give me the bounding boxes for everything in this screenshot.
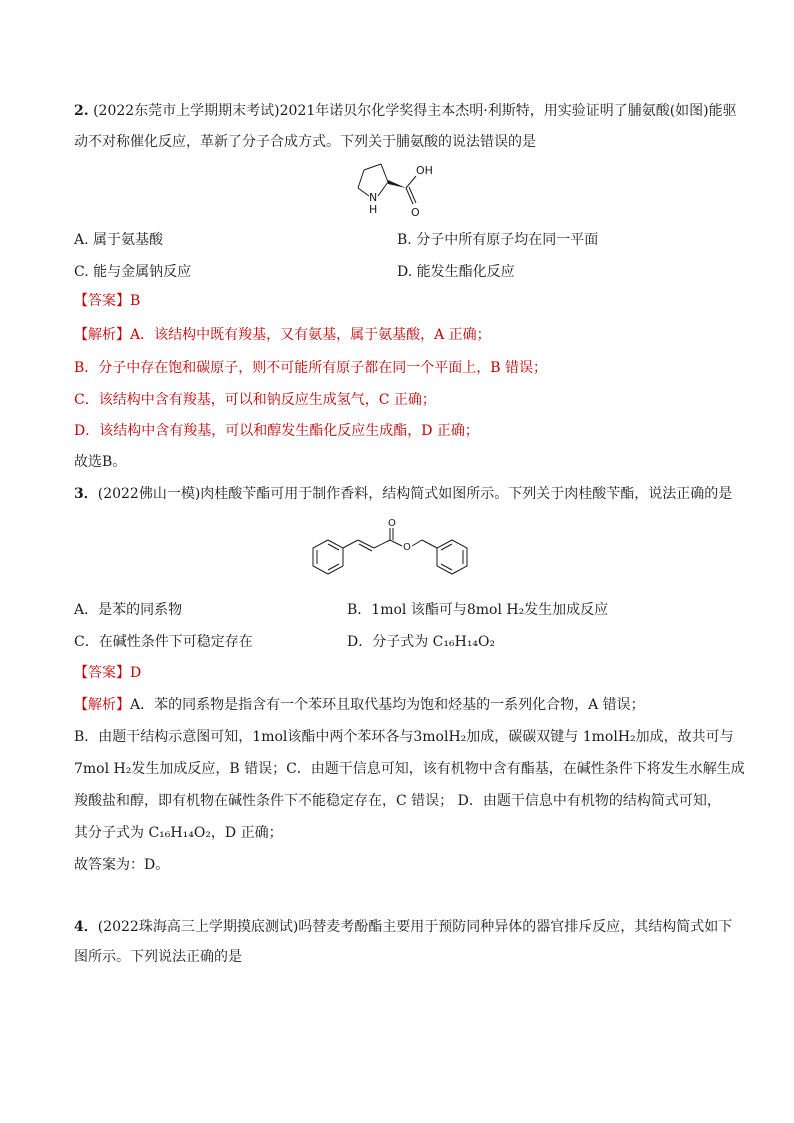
- q2-option-b: B. 分子中所有原子均在同一平面: [397, 232, 599, 248]
- q4-stem-line1: [74, 917, 732, 937]
- q4-number: 4．: [74, 919, 98, 935]
- q3-answer-label: 【答案】: [74, 665, 130, 681]
- q2-number: 2.: [74, 103, 89, 119]
- q3-analysis-line2: B．由题干结构示意图可知，1mol该酯中两个苯环各与3molH₂加成，碳碳双键与 1molH₂加成，故共可与: [74, 729, 734, 745]
- proline-oh-label: OH: [416, 164, 433, 177]
- cinnamate-ester-o-label: O: [403, 542, 411, 553]
- q2-analysis-label: 【解析】: [74, 327, 130, 343]
- q2-analysis-a: A．该结构中既有羧基，又有氨基，属于氨基酸，A 正确；: [130, 327, 491, 343]
- q3-conclusion: 故答案为：D。: [74, 857, 170, 873]
- proline-h-label: H: [369, 203, 378, 216]
- q3-answer: [74, 663, 141, 683]
- q3-analysis-line3: 7mol H₂发生加成反应，B 错误；C．由题干信息可知，该有机物中含有酯基，在碱性条件下将发生水解生成: [74, 761, 745, 777]
- q3-option-d: D．分子式为 C₁₆H₁₄O₂: [347, 634, 496, 650]
- q3-stem: [74, 484, 732, 504]
- q2-analysis-d: D．该结构中含有羧基，可以和醇发生酯化反应生成酯，D 正确；: [74, 423, 479, 439]
- q3-analysis-line1: [74, 695, 645, 715]
- q2-answer-label: 【答案】: [74, 293, 130, 309]
- benzyl-cinnamate-structure: [308, 516, 488, 580]
- q2-analysis-line1: [74, 325, 491, 345]
- q2-stem-text1: (2022东莞市上学期期末考试)2021年诺贝尔化学奖得主本杰明·利斯特，用实验证明了脯氨酸(如图)能驱: [93, 103, 737, 119]
- q4-stem-text1: (2022珠海高三上学期摸底测试)吗替麦考酚酯主要用于预防同种异体的器官排斥反应，其结构简式如下: [97, 919, 733, 935]
- q4-stem-line2: 图所示。下列说法正确的是: [74, 949, 242, 965]
- proline-o-label: O: [411, 206, 420, 219]
- q2-option-d: D. 能发生酯化反应: [397, 264, 515, 280]
- cinnamate-carbonyl-o-label: O: [388, 518, 396, 529]
- q3-analysis-line4: 羧酸盐和醇，即有机物在碱性条件下不能稳定存在，C 错误； D．由题干信息中有机物的结构简式可知，: [74, 793, 721, 809]
- q3-analysis-label: 【解析】: [74, 697, 130, 713]
- q2-option-c: C. 能与金属钠反应: [74, 264, 192, 280]
- q2-analysis-b: B．分子中存在饱和碳原子，则不可能所有原子都在同一个平面上，B 错误；: [74, 360, 548, 376]
- proline-n-label: N: [369, 191, 378, 204]
- q3-answer-value: D: [130, 665, 142, 681]
- q2-stem-line1: [74, 101, 737, 121]
- q3-stem-text: (2022佛山一模)肉桂酸苄酯可用于制作香料，结构简式如图所示。下列关于肉桂酸苄酯，说法正确的是: [97, 486, 733, 502]
- q3-analysis-line5: 其分子式为 C₁₆H₁₄O₂，D 正确；: [74, 825, 283, 841]
- q3-number: 3．: [74, 486, 98, 502]
- q2-answer-value: B: [130, 293, 141, 309]
- proline-structure: [352, 160, 442, 220]
- q2-analysis-c: C．该结构中含有羧基，可以和钠反应生成氢气，C 正确；: [74, 392, 436, 408]
- q3-option-a: A．是苯的同系物: [74, 602, 183, 618]
- q2-answer: [74, 291, 140, 311]
- q2-stem-line2: 动不对称催化反应，革新了分子合成方式。下列关于脯氨酸的说法错误的是: [74, 134, 536, 150]
- q3-option-c: C．在碱性条件下可稳定存在: [74, 634, 253, 650]
- q3-option-b: B．1mol 该酯可与8mol H₂发生加成反应: [347, 602, 609, 618]
- q2-conclusion: 故选B。: [74, 454, 127, 470]
- q2-option-a: A. 属于氨基酸: [74, 232, 164, 248]
- q3-analysis-text1: A．苯的同系物是指含有一个苯环且取代基均为饱和烃基的一系列化合物，A 错误；: [130, 697, 645, 713]
